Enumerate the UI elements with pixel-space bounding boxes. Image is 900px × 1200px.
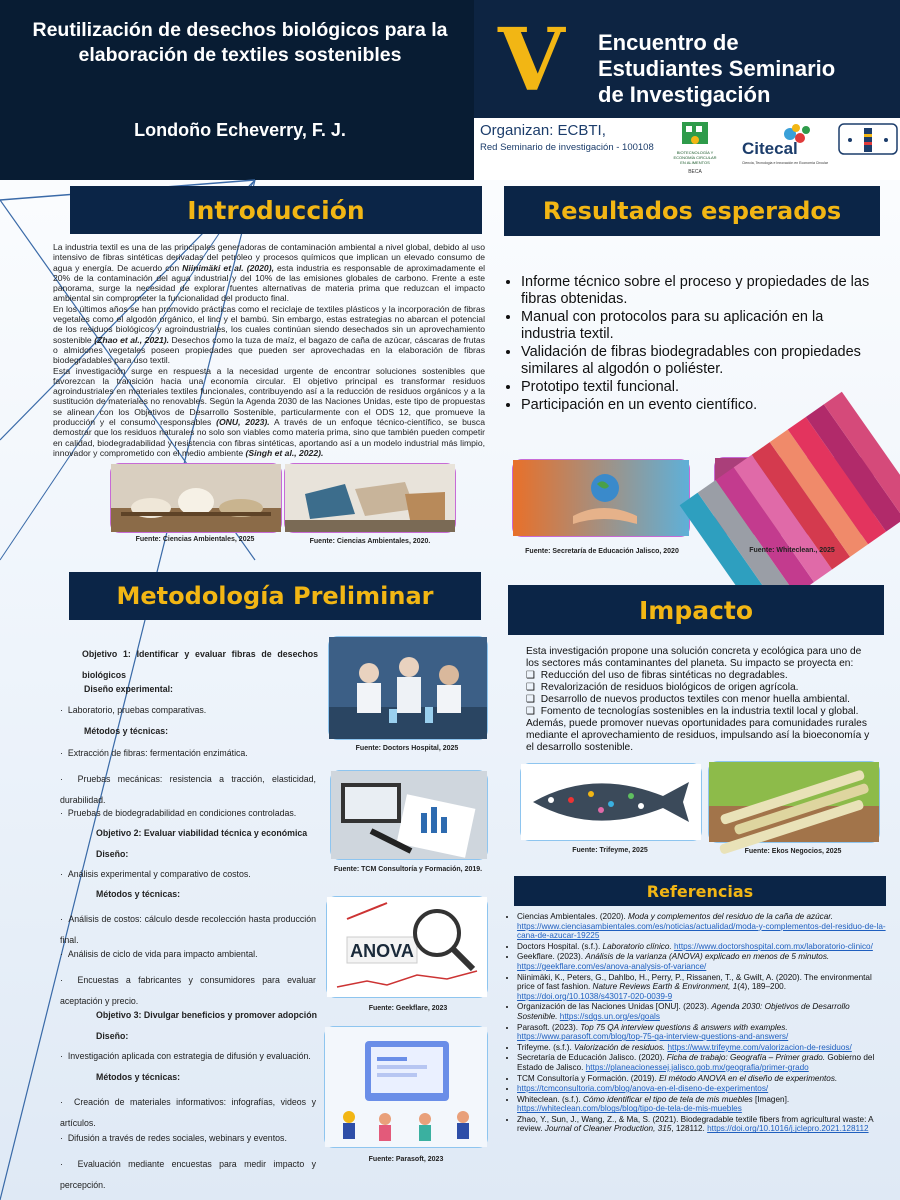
reference-title: Journal of Cleaner Production, 315 [544,1124,672,1134]
svg-text:Citecal: Citecal [742,139,798,158]
image-caption: Fuente: Secretaría de Educación Jalisco, 2020 [525,548,679,555]
reference-title: Top 75 QA interview questions & answers with examples. [580,1022,788,1032]
reference-title: Moda y complementos del residuo de la caña de azúcar. [628,912,834,921]
method-item: · Pruebas mecánicas: resistencia a tracción, elasticidad, durabilidad. [60,774,316,805]
reference-text: (4), 189–200. [737,982,786,992]
list-item: • Validación de fibras biodegradables con propiedades similares al algodón o poliéster. [521,344,880,378]
reference-item [517,973,890,1002]
reference-item [517,1002,890,1021]
section-referencias-header: Referencias [514,876,886,906]
reference-title: Análisis de la varianza (ANOVA) explicado en menos de 5 minutos. [585,952,830,962]
image-caption: Fuente: Ciencias Ambientales, 2020. [309,538,431,545]
list-item: ❑ Desarrollo de nuevos productos textiles con menor huella ambiental. [526,694,850,705]
reference-title: Cómo identificar el tipo de tela de mis muebles [582,1094,753,1104]
reference-item [517,952,890,971]
reference-text: Parasoft. (2023). [517,1022,581,1032]
reference-item [517,1074,890,1084]
intro-p1: La industria textil es una de las principales generadoras de contaminación ambiental a nivel global, debido al uso intensivo de fibras sintéticas derivadas del petróleo y procesos químicos que implican un elevado consumo de agua y energía. De acuerdo con [53,242,485,273]
reference-link[interactable]: https://doi.org/10.1016/j.jclepro.2021.128112 [707,1124,869,1134]
image-caption: Fuente: Trifeyme, 2025 [572,847,648,854]
design-label: Diseño: [96,1031,129,1041]
reference-link[interactable]: https://www.trifeyme.com/valorizacion-de-residuos/ [667,1042,852,1052]
reference-text: Organización de las Naciones Unidas [ONU]. (2023). [517,1002,712,1012]
list-item: • Participación en un evento científico. [521,397,880,414]
organizers-text [480,122,654,156]
poster-title: Reutilización de desechos biológicos para la elaboración de textiles sostenibles [32,19,448,66]
citation: (Zhao et al., 2021). [94,334,170,345]
citation: Niinimäki et al. (2020), [182,262,274,273]
reference-item [517,1084,890,1094]
section-resultados-header: Resultados esperados [504,186,880,236]
image-caption: Fuente: TCM Consultoría y Formación, 2019. [333,866,483,873]
reference-link[interactable]: https://planeacionessej.jalisco.gob.mx/geografia/primer-grado [585,1062,809,1072]
reference-text: Niinimäki, K., Peters, G., Dahlbo, H., Perry, P., Rissanen, T., & Gwilt, A. (2020). The environmental price of fast fashion. [517,972,872,992]
reference-title: Ficha de trabajo: Geografía – Primer grado. [666,1053,826,1063]
event-title [598,30,835,108]
reference-title: El método ANOVA en el diseño de experimentos. [658,1073,838,1083]
intro-p1-end: esta industria es responsable de aproximadamente el 20% de la contaminación del agua industrial y del 10% de las emisiones globales de carbono. Frente a este panorama, surge la necesidad de explorar fuentes alternativas de materia prima que reduzcan el impacto ambiental sin comprometer la funcionalidad del producto final. [53,262,486,304]
list-item: ❑ Reducción del uso de fibras sintéticas no degradables. [526,670,788,681]
image-caption: Fuente: Parasoft, 2023 [368,1156,444,1163]
method-item: · Análisis de ciclo de vida para impacto ambiental. [60,949,258,959]
reference-item [517,1115,890,1134]
event-roman-numeral: V [498,10,565,111]
anova-label: ANOVA [350,941,414,961]
methods-label: Métodos y técnicas: [84,726,169,736]
svg-text:Ciencia, Tecnología e Innovaci: Ciencia, Tecnología e Innovación en Economía Circular [742,161,828,165]
metodologia-image-lab [328,636,488,740]
list-item: ❑ Fomento de tecnologías sostenibles en la industria textil local y global. [526,706,859,717]
intro-p3: Esta investigación surge en respuesta a la necesidad urgente de encontrar soluciones sostenibles que favorezcan la transición hacia una economía circular. El objetivo principal es transformar residuos agroindustriales en materiales textiles funcionales, contribuyendo así a la reducción de residuos orgánicos y a la sustitución de materiales no renovables. Según la Agenda 2030 de las Naciones Unidas, este tipo de propuestas se alinean con los Objetivos de Desarrollo Sostenible, particularmente con el ODS 12, que promueve la producción y el consumo responsables [53,365,485,428]
metodologia-image-analysis [330,770,488,860]
method-item: · Extracción de fibras: fermentación enzimática. [60,748,248,758]
method-item: · Creación de materiales informativos: infografías, videos y artículos. [60,1097,316,1128]
method-item: · Evaluación mediante encuestas para medir impacto y percepción. [60,1159,316,1190]
image-caption: Fuente: Whiteclean., 2025 [749,547,835,554]
section-impacto-header: Impacto [508,585,884,635]
reference-title: Agenda 2030: Objetivos de Desarrollo Sostenible. [517,1002,850,1021]
method-item: · Análisis de costos: cálculo desde recolección hasta producción final. [60,914,316,945]
reference-link[interactable]: https://whiteclean.com/blogs/blog/tipo-de-tela-de-mis-muebles [517,1104,742,1114]
citecal-logo [738,120,828,176]
reference-text: Zhao, Y., Sun, J., Wang, Z., & Ma, S. (2021). Biodegradable textile fibers from agricultural waste: A review. [517,1114,874,1134]
reference-item [517,942,890,952]
method-item: · Encuestas a fabricantes y consumidores para evaluar aceptación y precio. [60,975,316,1006]
reference-text: Ciencias Ambientales. (2020). [517,912,629,921]
list-item: • Informe técnico sobre el proceso y propiedades de las fibras obtenidas. [521,274,880,308]
methods-label: Métodos y técnicas: [96,889,181,899]
reference-text: TCM Consultoría y Formación. (2019). [517,1073,659,1083]
reference-title: Nature Reviews Earth & Environment, 1 [592,982,738,992]
reference-title: Laboratorio clínico. [602,941,672,951]
method-item: · Pruebas de biodegradabilidad en condiciones controladas. [60,808,297,818]
objective-3: Objetivo 3: Divulgar beneficios y promover adopción [96,1010,317,1020]
reference-link[interactable]: https://www.doctorshospital.com.mx/laboratorio-clinico/ [674,941,873,951]
reference-text: Gobierno del Estado de Jalisco. [517,1053,875,1072]
svg-text:ECONOMÍA CIRCULAR: ECONOMÍA CIRCULAR [673,155,717,160]
reference-item [517,1095,890,1114]
reference-text: Whiteclean. (s.f.). [517,1094,583,1104]
design-item: · Análisis experimental y comparativo de costos. [60,869,251,879]
resultados-image-hands-earth [512,459,690,537]
citation: (ONU, 2023). [216,417,270,428]
reference-link[interactable]: https://www.cienciasambientales.com/es/noticias/actualidad/moda-y-complementos-del-residuo-de-la-cana-de-azucar-19225 [517,921,886,941]
intro-p2: En los últimos años se han promovido prácticas como el reciclaje de textiles plásticos y la incorporación de fibras vegetales como el algodón orgánico, el lino y el bambú. Sin embargo, estas estrategias no abarcan el potencial de los residuos biológicos y agroindustriales, los cuales continúan siendo desechados sin un aprovechamiento sostenible [53,303,485,345]
reference-text: Doctors Hospital. (s.f.). [517,941,603,951]
impacto-intro: Esta investigación propone una solución concreta y ecológica para uno de los sectores más contaminantes del planeta. Su impacto se proyecta en: [526,646,862,669]
section-metodologia-header: Metodología Preliminar [69,572,481,620]
impacto-text [526,646,876,754]
event-title-line: Estudiantes Seminario [598,56,836,81]
event-title-line: Encuentro de [598,30,739,55]
reference-link[interactable]: https://www.parasoft.com/blog/top-75-qa-interview-questions-and-answers/ [517,1032,789,1042]
metodologia-image-anova [326,896,488,998]
impacto-image-fish [520,763,702,841]
event-title-line: de Investigación [598,82,771,107]
organizers-sub: Red Seminario de investigación - 100108 [480,142,654,153]
design-item: · Laboratorio, pruebas comparativas. [60,705,207,715]
image-caption: Fuente: Geekflare, 2023 [368,1005,448,1012]
references-list [505,912,890,1135]
impacto-image-sugarcane [708,761,880,843]
svg-text:EN ALIMENTOS: EN ALIMENTOS [680,160,710,165]
reference-link[interactable]: https://geekflare.com/es/anova-analysis-of-variance/ [517,961,707,971]
reference-text: Geekflare. (2023). [517,952,586,962]
reference-link[interactable]: https://tcmconsultoria.com/blog/anova-en-el-diseno-de-experimentos/ [517,1084,769,1094]
organizers-label: Organizan: ECBTI, [480,122,606,139]
reference-item [517,1043,890,1053]
reference-item [517,1023,890,1042]
citation: (Singh et al., 2022). [245,447,324,458]
metodologia-text [60,644,318,1192]
section-intro-header: Introducción [70,186,482,234]
intro-image-fibers [110,463,282,533]
method-item: · Difusión a través de redes sociales, webinars y eventos. [60,1133,287,1143]
metodologia-image-dissemination [324,1026,488,1148]
reference-text: Trifeyme. (s.f.). [517,1042,575,1052]
list-item: • Manual con protocolos para su aplicación en la industria textil. [521,309,880,343]
reference-text: Secretaría de Educación Jalisco. (2020). [517,1053,667,1063]
reference-text: , 128112. [671,1124,708,1134]
image-caption: Fuente: Ekos Negocios, 2025 [744,848,842,855]
impacto-outro: Además, puede promover nuevas oportunidades para comunidades rurales mediante el aprovechamiento de residuos, impulsando así la bioeconomía y el desarrollo sostenible. [526,718,870,753]
image-caption: Fuente: Ciencias Ambientales, 2025 [135,536,255,543]
objective-1: Objetivo 1: Identificar y evaluar fibras de desechos biológicos [82,649,318,680]
resultados-image-fabrics [714,457,874,535]
design-label: Diseño experimental: [84,684,173,694]
intro-p3-end: A través de un enfoque técnico-científico, se busca demostrar que los residuos naturales no solo son viables como materia prima, sino que también pueden competir en calidad, biodegradabilidad y resistencia con fibras sintéticas, aportando así a un modelo industrial más limpio, innovador y comprometido con el medio ambiente [53,417,486,458]
resultados-list [505,274,880,415]
list-item: ❑ Revalorización de residuos biológicos de origen agrícola. [526,682,799,693]
svg-text:BECA: BECA [688,169,702,175]
beca-logo [662,120,728,176]
design-item: · Investigación aplicada con estrategia de difusión y evaluación. [60,1051,311,1061]
objective-2: Objetivo 2: Evaluar viabilidad técnica y económica [96,828,308,838]
poster-author: Londoño Echeverry, F. J. [134,120,346,140]
reference-title: Valorización de residuos. [574,1042,666,1052]
list-item: • Prototipo textil funcional. [521,379,880,396]
reference-item [517,1053,890,1072]
methods-label: Métodos y técnicas: [96,1072,181,1082]
reference-text: [Imagen]. [752,1094,790,1104]
lighthouse-logo [838,120,898,176]
image-caption: Fuente: Doctors Hospital, 2025 [355,745,459,752]
reference-link[interactable]: https://doi.org/10.1038/s43017-020-0039-9 [517,991,673,1001]
reference-link[interactable]: https://sdgs.un.org/es/goals [559,1011,660,1021]
svg-text:BIOTECNOLOGÍA Y: BIOTECNOLOGÍA Y [676,150,714,155]
intro-text [53,242,485,458]
reference-item [517,912,890,941]
intro-p2-end: Desechos como la tuza de maíz, el bagazo de caña de azúcar, cáscaras de frutas o almidones vegetales poseen propiedades que pueden ser aprovechadas en la elaboración de fibras biodegradables para uso textil. [53,334,486,366]
design-label: Diseño: [96,849,129,859]
intro-image-textiles [284,463,456,533]
